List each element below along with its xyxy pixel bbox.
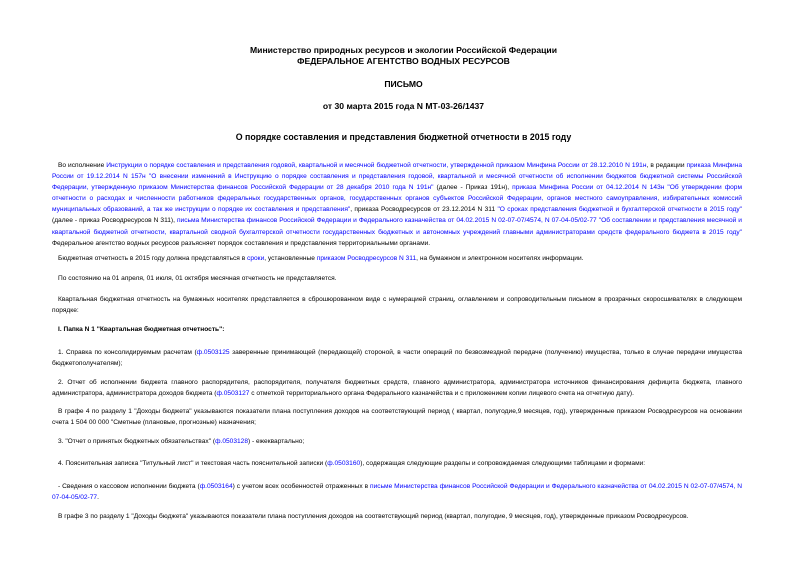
document-type: ПИСЬМО <box>384 79 423 89</box>
link-letter-minfin-2[interactable]: письме Министерства финансов Российской Федерации и Федерального казначейства от 04.02.2015 N 02-07-07/4574, N 07-04-05/02-77 <box>52 483 742 502</box>
text: 4. Пояснительная записка "Титульный лист" и текстовая часть пояснительной записки ( <box>58 460 328 467</box>
paragraph-2 <box>52 253 742 264</box>
text: (далее - приказ Росводресурсов N 311), <box>52 217 177 225</box>
paragraph-column-4 <box>52 406 742 428</box>
paragraph-item-1 <box>52 347 742 369</box>
text: с отметкой территориального органа Федерального казначейства и с приложением копии лицевого счета на отчетную дату). <box>249 390 634 398</box>
link-form-0503127[interactable]: ф.0503127 <box>216 390 250 398</box>
text: 2. Отчет об исполнении бюджета главного распорядителя, распорядителя, получателя бюджетных средств, главного администратора, администратора источников финансирования дефицита бюджета, главного администратора, администратора доходов бюджета ( <box>52 379 742 398</box>
paragraph-item-2 <box>52 377 742 399</box>
text: Во исполнение <box>58 162 107 169</box>
text: Квартальная бюджетная отчетность на бумажных носителях представляется в сброшюрованном виде с нумерацией страниц, оглавлением и сопроводительным письмом в прозрачных скоросшивателях в следующем порядке: <box>52 296 742 315</box>
link-form-0503125[interactable]: ф.0503125 <box>196 349 230 356</box>
link-instruction-191n[interactable]: Инструкции о порядке составления и представления годовой, квартальной и месячной бюджетной отчетности, утвержденной приказом Минфина России от 28.12.2010 N 191н <box>106 162 647 169</box>
text: В графе 4 по разделу 1 "Доходы бюджета" указываются показатели плана поступления доходов на соответствующий период ( квартал, полугодие,9 месяцев, год), утвержденные приказом Росводресурсов на основании счета 1 504 00 000 "Сметные (плановые, прогнозные) назначения; <box>52 408 742 427</box>
link-deadlines[interactable]: сроки <box>247 255 265 262</box>
link-form-0503160[interactable]: ф.0503160 <box>327 460 361 467</box>
text: Бюджетная отчетность в 2015 году должна представляться в <box>58 255 248 262</box>
link-order-143n[interactable]: приказа Минфина России от 04.12.2014 N 143н "Об утверждении форм отчетности о расходах и численности работников федеральных государственных органов, государственных органов субъектов Российской Федерации, органов местного самоуправления, избирательных комиссий муниципальных образований, а так же инструкции о порядке их составления и представления" <box>52 184 742 214</box>
link-order-311-short[interactable]: приказом Росводресурсов N 311 <box>316 255 417 262</box>
link-order-157n[interactable]: приказа Минфина России от 19.12.2014 N 157н "О внесении изменений в Инструкцию о порядке составления и представления годовой, квартальной и месячной отчетности об исполнении бюджетов бюджетной системы Российской Федерации, утвержденную приказом Министерства финансов Российской Федерации от 28 декабря 2010 года N 191н" <box>52 162 743 192</box>
text: (далее - Приказ 191н), <box>433 184 513 192</box>
text: 1. Справка по консолидируемым расчетам ( <box>58 349 197 356</box>
document-subject: О порядке составления и представления бюджетной отчетности в 2015 году <box>235 132 572 142</box>
link-form-0503128[interactable]: ф.0503128 <box>215 438 248 445</box>
text: 3. "Отчет о принятых бюджетных обязательствах" ( <box>58 438 216 445</box>
text: . <box>97 494 99 502</box>
text: , приказа Росводресурсов от 23.12.2014 N 311 <box>350 206 498 214</box>
text: По состоянию на 01 апреля, 01 июля, 01 октября месячная отчетность не представляется. <box>58 275 337 282</box>
text: заверенные принимающей (передающей) стороной, в части операций по безвозмездной передаче (получению) имущества, только в случае передачи имущества бюджетополучателям); <box>52 349 742 368</box>
paragraph-4 <box>52 294 742 316</box>
text: Федеральное агентство водных ресурсов разъясняет порядок составления и представления территориальными органами. <box>52 239 431 247</box>
paragraph-cash-execution <box>52 481 742 503</box>
text: ), содержащая следующие разделы и сопровождаемая следующими таблицами и формами: <box>360 460 646 467</box>
ministry-name: Министерство природных ресурсов и экологии Российской Федерации <box>250 45 557 55</box>
paragraph-column-3 <box>52 511 742 522</box>
text: I. Папка N 1 "Квартальная бюджетная отчетность": <box>58 326 225 333</box>
text: ) с учетом всех особенностей отраженных в <box>232 483 371 490</box>
link-letter-minfin[interactable]: письма Министерства финансов Российской Федерации и Федерального казначейства от 04.02.2015 N 02-07-07/4574, N 07-04-05/02-77 "Об составлении и представления месячной и квартальной бюджетной отчетности, квартальной сводной бухгалтерской отчетности государственных бюджетных и автономных учреждений главными администраторами средств федерального бюджета в 2015 году" <box>52 217 742 236</box>
text: , на бумажном и электронном носителях информации. <box>416 255 584 262</box>
paragraph-1 <box>52 160 742 249</box>
agency-name: ФЕДЕРАЛЬНОЕ АГЕНТСТВО ВОДНЫХ РЕСУРСОВ <box>297 56 510 66</box>
paragraph-item-3 <box>52 436 742 447</box>
section-heading <box>52 324 742 335</box>
text: В графе 3 по разделу 1 "Доходы бюджета" указываются показатели плана поступления доходов на соответствующий период (квартал, полугодие, 9 месяцев, год), утвержденные приказом Росводресурсов. <box>58 513 689 520</box>
text: ) - ежеквартально; <box>248 438 305 445</box>
paragraph-3 <box>52 273 742 284</box>
text: - Сведения о кассовом исполнении бюджета ( <box>58 483 200 490</box>
text: , установленные <box>264 255 317 262</box>
text: , в редакции <box>646 162 687 169</box>
document-date-number: от 30 марта 2015 года N МТ-03-26/1437 <box>322 101 485 111</box>
link-order-311[interactable]: "О сроках представления бюджетной и бухгалтерской отчетности в 2015 году" <box>497 206 742 214</box>
link-form-0503164[interactable]: ф.0503164 <box>199 483 233 490</box>
paragraph-item-4 <box>52 458 742 469</box>
